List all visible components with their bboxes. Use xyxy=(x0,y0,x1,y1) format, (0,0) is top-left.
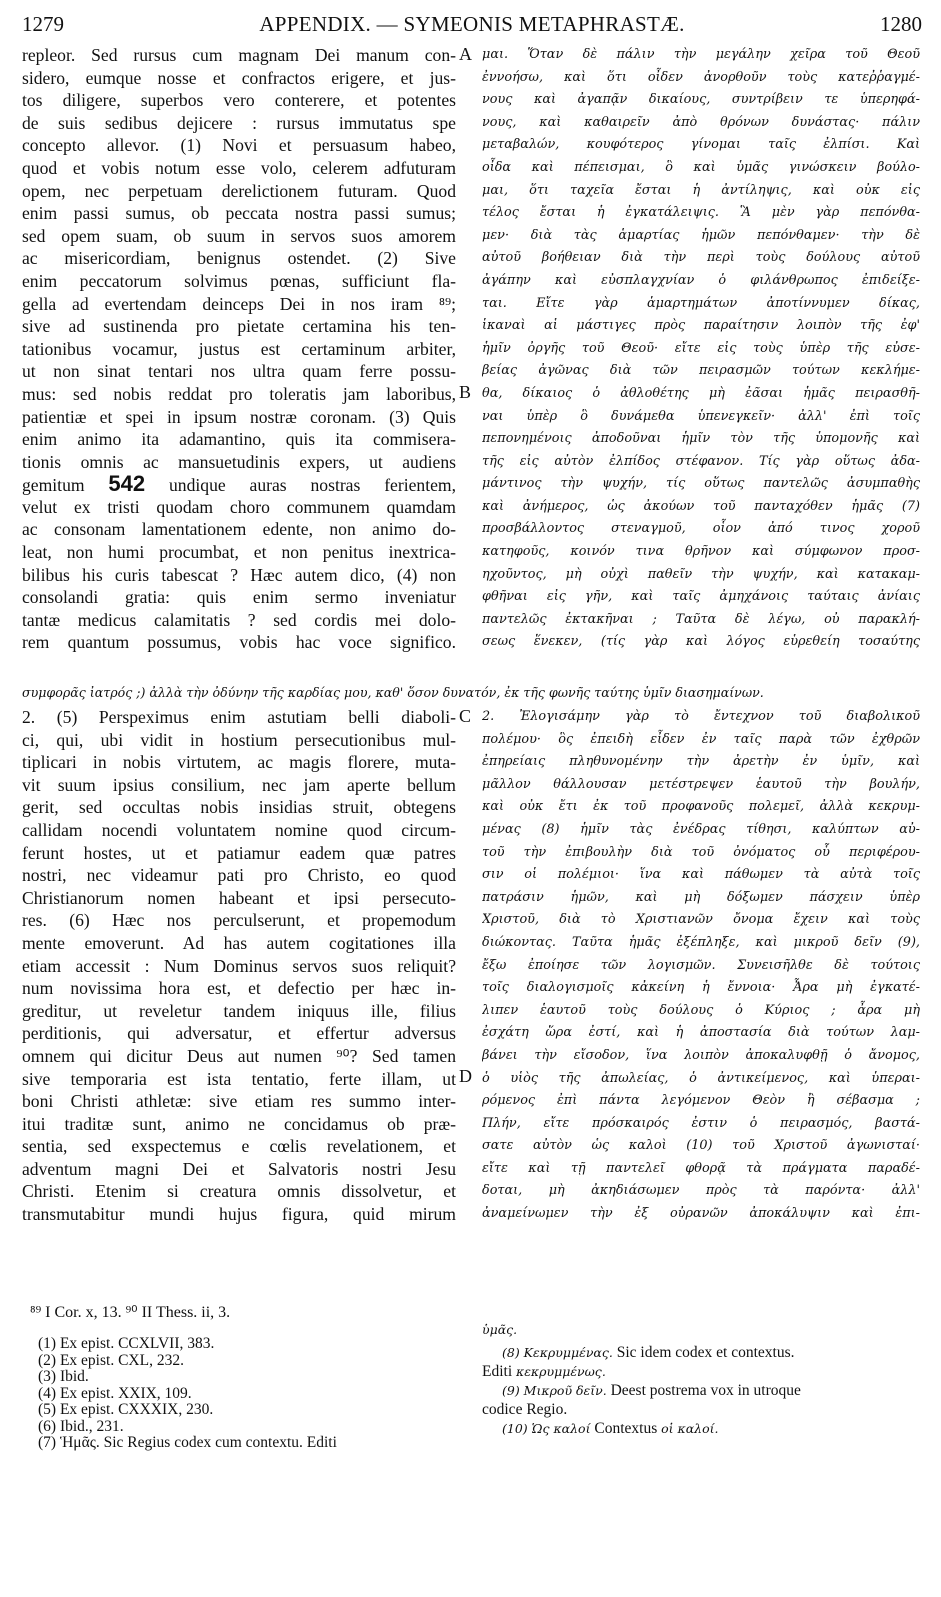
text-line: μεν· διὰ τὰς ἁμαρτίας ἡμῶν πεπόνθαμεν· τὴν δὲ xyxy=(482,227,920,243)
text-line: δοται, μὴ ἀκηδιάσωμεν πρὸς τὰ παρόντα· ἀλλ' xyxy=(482,1183,920,1199)
text-line: sidero, eumque nosse et confractos erigere, et jus- xyxy=(22,67,456,88)
text-line: ferunt hostes, ut et patiamur eadem quæ patres xyxy=(22,842,456,863)
text-line: τῆς εἰς αὐτὸν ἐλπίδος στέφανον. Τίς γὰρ οὕτως ἀδα- xyxy=(482,453,920,469)
latin-text-block xyxy=(22,44,456,654)
text-line: ρόμενος ἐπὶ πάντα λεγόμενον Θεὸν ἢ σέβασμα ; xyxy=(482,1093,920,1109)
text-line: Christianorum nomen habeant et ipsi persecuto- xyxy=(22,887,456,908)
text-line: leat, non humi procumbat, et non penitus inextrica- xyxy=(22,542,456,563)
text-line: μαι, ὅτι ταχεῖα ἔσται ἡ ἀντίληψις, καὶ οὐκ εἰς xyxy=(482,182,920,198)
text-line xyxy=(22,473,456,496)
text-line: σιν οἱ πολέμιοι· ἵνα καὶ πάθωμεν τὰ αὐτὰ τοῖς xyxy=(482,867,920,883)
text-line: μαι. Ὅταν δὲ πάλιν τὴν μεγάλην χεῖρα τοῦ Θεοῦ xyxy=(482,47,920,62)
text-line: greditur, ut reveletur tandem iniquus ille, filius xyxy=(22,1000,456,1021)
text-line: πεπονημένοις ἀποδοῦναι ἡμῖν τὸν τῆς ὑπομονῆς καὶ xyxy=(482,431,920,447)
text-line: τοῦ τὴν ἐπιβουλὴν διὰ τοῦ ὀνόματος οὗ περιφέρου- xyxy=(482,844,920,860)
text-line: 2. (5) Perspeximus enim astutiam belli diaboli- xyxy=(22,707,456,727)
margin-letter-c: C xyxy=(459,706,472,726)
text-line: ἐπηρείαις πληθυνομένην τὴν ἀρετὴν ἐν ὑμῖν, καὶ xyxy=(482,754,920,770)
greek-text-block xyxy=(482,44,920,654)
text-line: tiplicari in nobis virtutem, ac magis florere, muta- xyxy=(22,752,456,773)
footnote-8-cont: Editi κεκρυμμένως. xyxy=(482,1363,606,1380)
text-line: θα, δίκαιος ὁ ἀθλοθέτης μὴ ἐᾶσαι ἡμᾶς πειρασθῆ- xyxy=(482,385,920,401)
text-line: διώκοντας. Ταῦτα ἡμᾶς ἐξέπληξε, καὶ μικροῦ δεῖν (9), xyxy=(482,934,920,950)
text-line: 2. Ἐλογισάμην γὰρ τὸ ἔντεχνον τοῦ διαβολικοῦ xyxy=(482,709,920,724)
footnote-carry: ὑμᾶς. xyxy=(482,1322,518,1337)
text-line: enim peccatorum solvimus pœnas, sufficiunt fla- xyxy=(22,270,456,291)
text-line: αὐτοῦ βοήθειαν διὰ τὴν περὶ τοὺς δούλους αὐτοῦ xyxy=(482,250,920,266)
text-line: boni Christi athletæ: sive etiam res summo inter- xyxy=(22,1091,456,1112)
text-line: ἀγάπην καὶ εὐσπλαγχνίαν ὁ φιλάνθρωπος ἐπιδείξε- xyxy=(482,272,920,288)
margin-letter-b: B xyxy=(459,382,472,402)
text-line: consolandi gratia: quis enim sermo inveniatur xyxy=(22,587,456,608)
text-line: mus: sed nobis reddat pro toleratis jam laboribus, xyxy=(22,383,456,404)
text-line: rem quantum possumus, vobis hac voce significo. xyxy=(22,632,456,653)
text-line: σεως ἕνεκεν, (τίς γὰρ καὶ λόγος εὑρεθείη τοσαύτης xyxy=(482,634,920,650)
footnotes-left xyxy=(38,1336,468,1452)
footnote: (6) Ibid., 231. xyxy=(38,1417,124,1435)
latin-column-section-2 xyxy=(22,706,456,1226)
text-line: κατηφοῦς, κοινόν τινα θρῆνον καὶ σύμφωνον προσ- xyxy=(482,544,920,560)
text-line: βείας ἀγῶνας διὰ τῶν πειρασμῶν τούτων κεκλήμε- xyxy=(482,363,920,379)
text-line: velut ex tristi quodam choro communem quamdam xyxy=(22,496,456,517)
text-line: καὶ οὐκ ἔτι ἐκ τοῦ προφανοῦς πολεμεῖ, ἀλλὰ κεκρυμ- xyxy=(482,799,920,815)
column-number-marker: 542 xyxy=(108,473,146,496)
text-line: sed opem suam, ob suum in servos suos amorem xyxy=(22,225,456,246)
footnote: (7) Ἡμᾶς. Sic Regius codex cum contextu. Editi xyxy=(38,1434,337,1451)
text-line: ὁ υἱὸς τῆς ἀπωλείας, ὁ ἀντικείμενος, καὶ ὑπεραι- xyxy=(482,1070,920,1086)
line-text: undique auras nostras ferientem, xyxy=(169,475,456,496)
text-line: sentia, sed exspectemus e cœlis revelationem, et xyxy=(22,1136,456,1157)
text-line: nostri, nec videamur pati pro Christo, eo quod xyxy=(22,865,456,886)
footnotes-right xyxy=(482,1320,920,1438)
text-line: μεταβαλών, κουφότερος γίνομαι ταῖς ἐλπίσι. Καὶ xyxy=(482,137,920,153)
right-page-number: 1280 xyxy=(880,12,922,36)
text-line: παντελῶς ἐκτακῆναι ; Ταῦτα δὲ λέγω, οὐ παρακλή- xyxy=(482,611,920,627)
text-line: callidam nocendi voluntatem nomine quod circum- xyxy=(22,819,456,840)
page-header xyxy=(22,10,922,40)
text-line: perditionis, qui adversatur, et effertur adversus xyxy=(22,1023,456,1044)
greek-text-block-2 xyxy=(482,706,920,1226)
footnote-9: (9) Μικροῦ δεῖν. Deest postrema vox in utroque xyxy=(502,1382,801,1399)
text-line: tantæ medicus calamitatis ? sed cordis mei dolo- xyxy=(22,609,456,630)
text-line: vit suum ipsius consilium, nec jam aperte bellum xyxy=(22,774,456,795)
text-line: φθῆναι εἰς γῆν, καὶ ταῖς ἀμηχάνοις ταύταις ἀνίαις xyxy=(482,589,920,605)
text-line: enim animo ita adamantino, quis ita commisera- xyxy=(22,429,456,450)
text-line: transmutabitur mundi hujus figura, quid mirum xyxy=(22,1204,456,1225)
text-line: sive ad sustinenda pro pietate certamina his ten- xyxy=(22,316,456,337)
greek-bridge-line: συμφορᾶς ἰατρός ;) ἀλλὰ τὴν ὀδύνην τῆς καρδίας μου, καθ' ὅσον δυνατόν, ἐκ τῆς φωνῆς ταύτης ὑμῖν διασημαίνων. xyxy=(22,685,764,700)
text-line: τέλος ἔσται ἡ ἐγκατάλειψις. Ἃ μὲν γὰρ πεπόνθα- xyxy=(482,205,920,221)
footnote-9-cont: codice Regio. xyxy=(482,1401,568,1418)
text-line: bilibus his curis tabescat ? Hæc autem dico, (4) non xyxy=(22,564,456,585)
text-line: repleor. Sed rursus cum magnam Dei manum con- xyxy=(22,45,456,65)
margin-letter-a: A xyxy=(459,44,472,64)
text-line: μάντινος τὴν ψυχήν, τίς οὕτως παντελῶς ἀσυμπαθὴς xyxy=(482,476,920,492)
text-line: ἡμῖν ὀργῆς τοῦ Θεοῦ· εἴτε εἰς τοὺς ὑπὲρ τῆς εὐσε- xyxy=(482,340,920,356)
text-line: εἴτε καὶ τῇ παντελεῖ φθορᾷ τὰ πράγματα παραδέ- xyxy=(482,1160,920,1176)
text-line: tionis omnis ac mansuetudinis expers, ut audiens xyxy=(22,451,456,472)
greek-column-section-2 xyxy=(482,706,920,1226)
footnote: (2) Ex epist. CXL, 232. xyxy=(38,1351,184,1369)
text-line: omnem qui dicitur Deus aut numen ⁹⁰? Sed tamen xyxy=(22,1045,456,1066)
text-line: opem, nec perpetuam derelictionem futuram. Quod xyxy=(22,180,456,201)
footnote-10: (10) Ὡς καλοί Contextus οἱ καλοί. xyxy=(502,1420,719,1437)
text-line: gerit, sed occultas nobis insidias struit, obtegens xyxy=(22,797,456,818)
text-line: σατε αὐτὸν ὡς καλοὶ (10) τοῦ Χριστοῦ ἀγωνισταί· xyxy=(482,1138,920,1154)
text-line: μένας (8) ἡμῖν τὰς ἐνέδρας τίθησι, καλύπτων αὐ- xyxy=(482,821,920,837)
text-line: ci, qui, ubi vidit in hostium persecutionibus mul- xyxy=(22,729,456,750)
margin-letter-d: D xyxy=(459,1066,472,1086)
text-line: ἀναμείνωμεν τὴν ἐξ οὐρανῶν ἀποκάλυψιν καὶ ἐπι- xyxy=(482,1206,920,1222)
text-line: νους, καὶ καθαιρεῖν ἀπὸ θρόνων δυνάστας· πάλιν xyxy=(482,114,920,130)
text-line: βάνει τὴν εἴσοδον, ἵνα λοιπὸν ἀποκαλυφθῇ ὁ ἄνομος, xyxy=(482,1047,920,1063)
text-line: ἐννοήσω, καὶ ὅτι οἶδεν ἀνορθοῦν τοὺς κατεῤῥαγμέ- xyxy=(482,69,920,85)
latin-text-block-2 xyxy=(22,706,456,1226)
running-title: APPENDIX. — SYMEONIS METAPHRASTÆ. xyxy=(259,12,685,36)
text-line: λιπεν ἑαυτοῦ τοὺς δούλους ὁ Κύριος ; ἆρα μὴ xyxy=(482,1002,920,1018)
text-line: ἱκαναὶ αἱ μάστιγες πρὸς παραίτησιν λοιπὸν τῆς ἐφ' xyxy=(482,318,920,334)
text-line: πολέμου· ὃς ἐπειδὴ εἶδεν ἐν ταῖς παρὰ τῶν ἐχθρῶν xyxy=(482,731,920,747)
footnote: (5) Ex epist. CXXXIX, 230. xyxy=(38,1401,214,1418)
text-line: ut non sinat tentari nos ultra quam ferre possu- xyxy=(22,361,456,382)
text-line: gella ad evertendam deinceps Dei in nos iram ⁸⁹; xyxy=(22,293,456,314)
text-line: tationibus vocamur, justus est certaminum arbiter, xyxy=(22,338,456,359)
text-line: ηχοῦντος, μὴ οὐχὶ παθεῖν τὴν ψυχήν, καὶ κατακαμ- xyxy=(482,566,920,582)
text-line: sive temporaria est ista tentatio, ferte illam, ut xyxy=(22,1068,456,1089)
text-line: ναι ὑπὲρ ὃ δυνάμεθα ὑπενεγκεῖν· ἀλλ' ἐπὶ τοῖς xyxy=(482,408,920,424)
text-line: etiam accessit : Num Dominus servos suos reliquit? xyxy=(22,955,456,976)
text-line: ἐσχάτη ὥρα ἐστί, καὶ ἡ ἀποστασία διὰ τούτων λαμ- xyxy=(482,1025,920,1041)
text-line: itui traditæ sunt, animo ne concidamus ob præ- xyxy=(22,1113,456,1134)
text-line: πατράσιν ἡμῶν, καὶ μὴ δόξωμεν πάσχειν ὑπὲρ xyxy=(482,889,920,905)
text-line: ac misericordiam, benignus ostendet. (2) Sive xyxy=(22,248,456,269)
line-text: gemitum xyxy=(22,475,85,496)
text-line: Πλήν, εἴτε πρόσκαιρός ἐστιν ὁ πειρασμός, βαστά- xyxy=(482,1115,920,1131)
text-line: ἔξω ἐποίησε τῶν λογισμῶν. Συνεισῆλθε δὲ τούτοις xyxy=(482,957,920,973)
footnote-8: (8) Κεκρυμμένας. Sic idem codex et contextus. xyxy=(502,1344,795,1361)
left-page-number: 1279 xyxy=(22,12,64,36)
text-line: tos diligere, superbos vero conterere, et potentes xyxy=(22,90,456,111)
scripture-references: ⁸⁹ I Cor. x, 13. ⁹⁰ II Thess. ii, 3. xyxy=(30,1304,231,1321)
greek-column-top xyxy=(482,44,920,654)
text-line: οἶδα καὶ πέπεισμαι, ὃ καὶ ὑμᾶς γινώσκειν βούλο- xyxy=(482,159,920,175)
text-line: patientiæ et spei in ipsum nostræ coronam. (3) Quis xyxy=(22,406,456,427)
text-line: de suis sedibus dejicere : rursus immutatus spe xyxy=(22,112,456,133)
text-line: Χριστοῦ, διὰ τὸ Χριστιανῶν ὄνομα ἔχειν καὶ τοὺς xyxy=(482,912,920,928)
footnote: (3) Ibid. xyxy=(38,1368,89,1385)
text-line: ται. Εἴτε γὰρ ἁμαρτημάτων ἀποτίννυμεν δίκας, xyxy=(482,295,920,311)
text-line: num novissima hora est, et defectio per hæc in- xyxy=(22,978,456,999)
text-line: μᾶλλον θάλλουσαν μετέστρεψεν ἑαυτοῦ τὴν βουλήν, xyxy=(482,776,920,792)
text-line: ac consonam lamentationem edente, non animo do- xyxy=(22,519,456,540)
footnote: (4) Ex epist. XXIX, 109. xyxy=(38,1384,192,1402)
latin-column-top xyxy=(22,44,456,654)
text-line: concepto allevor. (1) Novi et persuasum habeo, xyxy=(22,135,456,156)
text-line: Christi. Etenim si creatura omnis dissolvetur, et xyxy=(22,1181,456,1202)
text-line: καὶ ἀνήμερος, ὡς ἀκούων τοῦ πανταχόθεν ἡμᾶς (7) xyxy=(482,498,920,514)
text-line: enim passi sumus, ob peccata nostra passi sumus; xyxy=(22,203,456,224)
text-line: προσβάλλοντος στεναγμοῦ, οἷον ἀπό τινος χοροῦ xyxy=(482,521,920,537)
text-line: νους καὶ ἀγαπᾷν δικαίους, συντρίβειν τε ὑπερηφά- xyxy=(482,92,920,108)
text-line: res. (6) Hæc nos perculserunt, et propemodum xyxy=(22,910,456,931)
text-line: quod et vobis notum esse volo, celerem adfuturam xyxy=(22,157,456,178)
text-line: mente emoverunt. Ad has autem cogitationes illa xyxy=(22,932,456,953)
text-line: adventum magni Dei et Salvatoris nostri Jesu xyxy=(22,1158,456,1179)
text-line: τοῖς διαλογισμοῖς κἀκείνη ἡ ἔννοια· Ἆρα μὴ ἐγκατέ- xyxy=(482,980,920,996)
footnote: (1) Ex epist. CCXLVII, 383. xyxy=(38,1335,215,1352)
